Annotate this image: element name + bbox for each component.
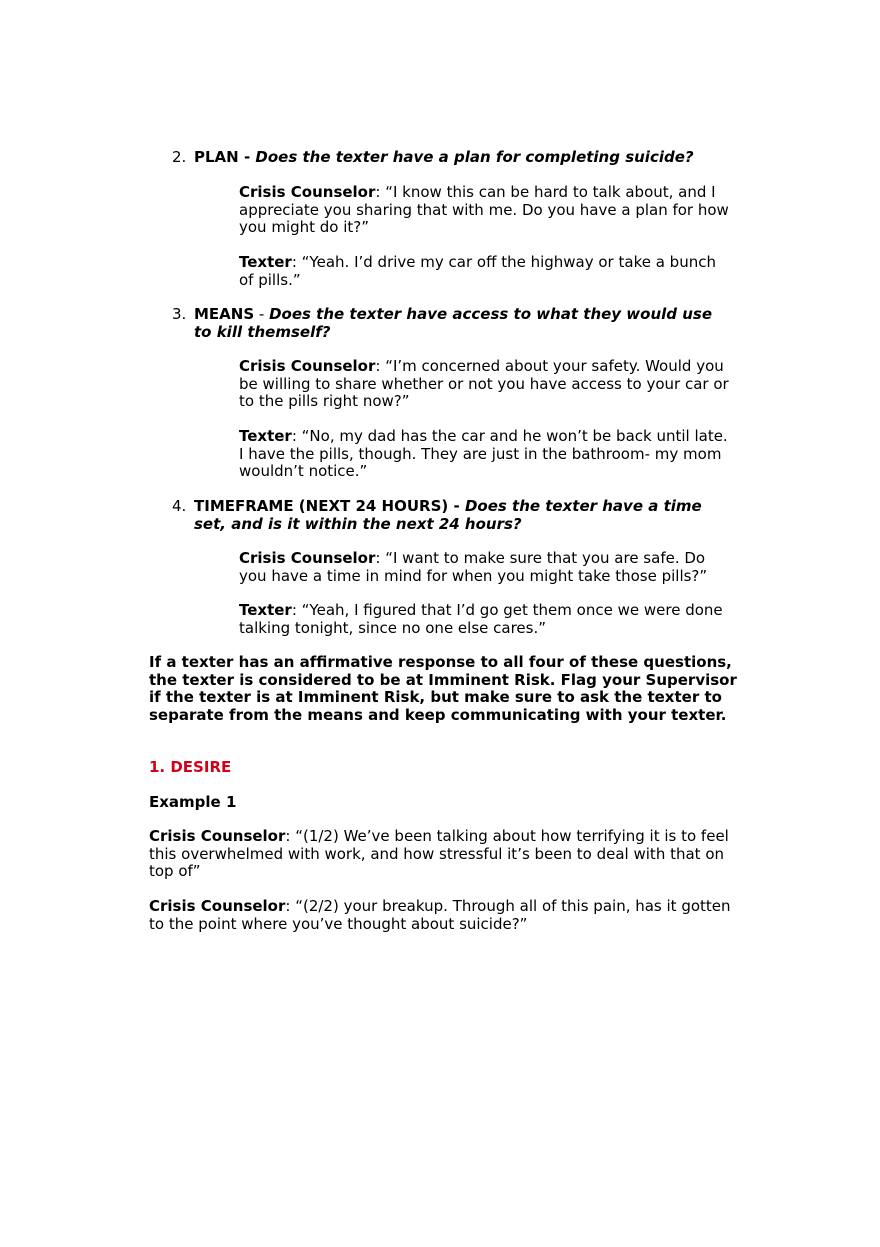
imminent-risk-summary: If a texter has an afﬁrmative response to all four of these questions, the texter is considered to be at Imminent Risk. Flag your Supervisor if the texter is at Imminent Risk, but make sure to ask the texter to separate from the means and keep communicating with your texter. — [149, 653, 737, 724]
risk-question: Does the texter have a time set, and is it within the next 24 hours? — [194, 497, 702, 533]
example-line — [149, 898, 739, 933]
speaker-label: Crisis Counselor — [239, 549, 376, 567]
risk-question: Does the texter have access to what they would use to kill themself? — [194, 305, 713, 341]
dialog-text: : “I want to make sure that you are safe. Do you have a time in mind for when you might take those pills?” — [239, 549, 708, 585]
dialog-texter — [239, 428, 734, 481]
speaker-label: Crisis Counselor — [149, 897, 286, 915]
speaker-label: Texter — [239, 253, 292, 271]
list-number: 4. — [172, 497, 187, 515]
list-item-heading — [172, 306, 732, 341]
dialog-texter — [239, 602, 734, 637]
dialog-text: : “Yeah, I figured that I’d go get them once we were done talking tonight, since no one else cares.” — [239, 601, 723, 637]
dialog-text: : “I’m concerned about your safety. Would you be willing to share whether or not you have access to your car or to the pills right now?” — [239, 357, 729, 410]
dialog-text: : “(1/2) We’ve been talking about how terrifying it is to feel this overwhelmed with work, and how stressful it’s been to deal with that on top of” — [149, 827, 729, 880]
list-item-heading — [172, 149, 732, 167]
speaker-label: Crisis Counselor — [149, 827, 286, 845]
term-separator: - — [254, 305, 270, 323]
risk-question: Does the texter have a plan for completing suicide? — [255, 148, 694, 166]
dialog-counselor — [239, 184, 734, 237]
term-separator: - — [238, 148, 256, 166]
risk-term: TIMEFRAME (NEXT 24 HOURS) — [194, 497, 449, 515]
risk-term: MEANS — [194, 305, 255, 323]
example-line — [149, 828, 739, 881]
list-item-plan — [172, 149, 732, 167]
dialog-text: : “No, my dad has the car and he won’t be back until late. I have the pills, though. They are just in the bathroom- my mom wouldn’t notice.” — [239, 427, 728, 480]
dialog-texter — [239, 254, 734, 289]
dialog-text: : “Yeah. I’d drive my car off the highway or take a bunch of pills.” — [239, 253, 716, 289]
risk-term: PLAN — [194, 148, 239, 166]
list-item-means — [172, 306, 732, 341]
speaker-label: Texter — [239, 601, 292, 619]
speaker-label: Crisis Counselor — [239, 357, 376, 375]
list-item-timeframe — [172, 498, 732, 533]
dialog-text: : “I know this can be hard to talk about, and I appreciate you sharing that with me. Do you have a plan for how you might do it?” — [239, 183, 729, 236]
speaker-label: Crisis Counselor — [239, 183, 376, 201]
dialog-text: : “(2/2) your breakup. Through all of this pain, has it gotten to the point where you’ve thought about suicide?” — [149, 897, 731, 933]
term-separator: - — [448, 497, 465, 515]
dialog-counselor — [239, 358, 734, 411]
section-heading-desire: 1. DESIRE — [149, 758, 232, 776]
list-number: 3. — [172, 305, 187, 323]
speaker-label: Texter — [239, 427, 292, 445]
list-item-heading — [172, 498, 732, 533]
list-number: 2. — [172, 148, 187, 166]
dialog-counselor — [239, 550, 734, 585]
example-heading: Example 1 — [149, 793, 237, 811]
